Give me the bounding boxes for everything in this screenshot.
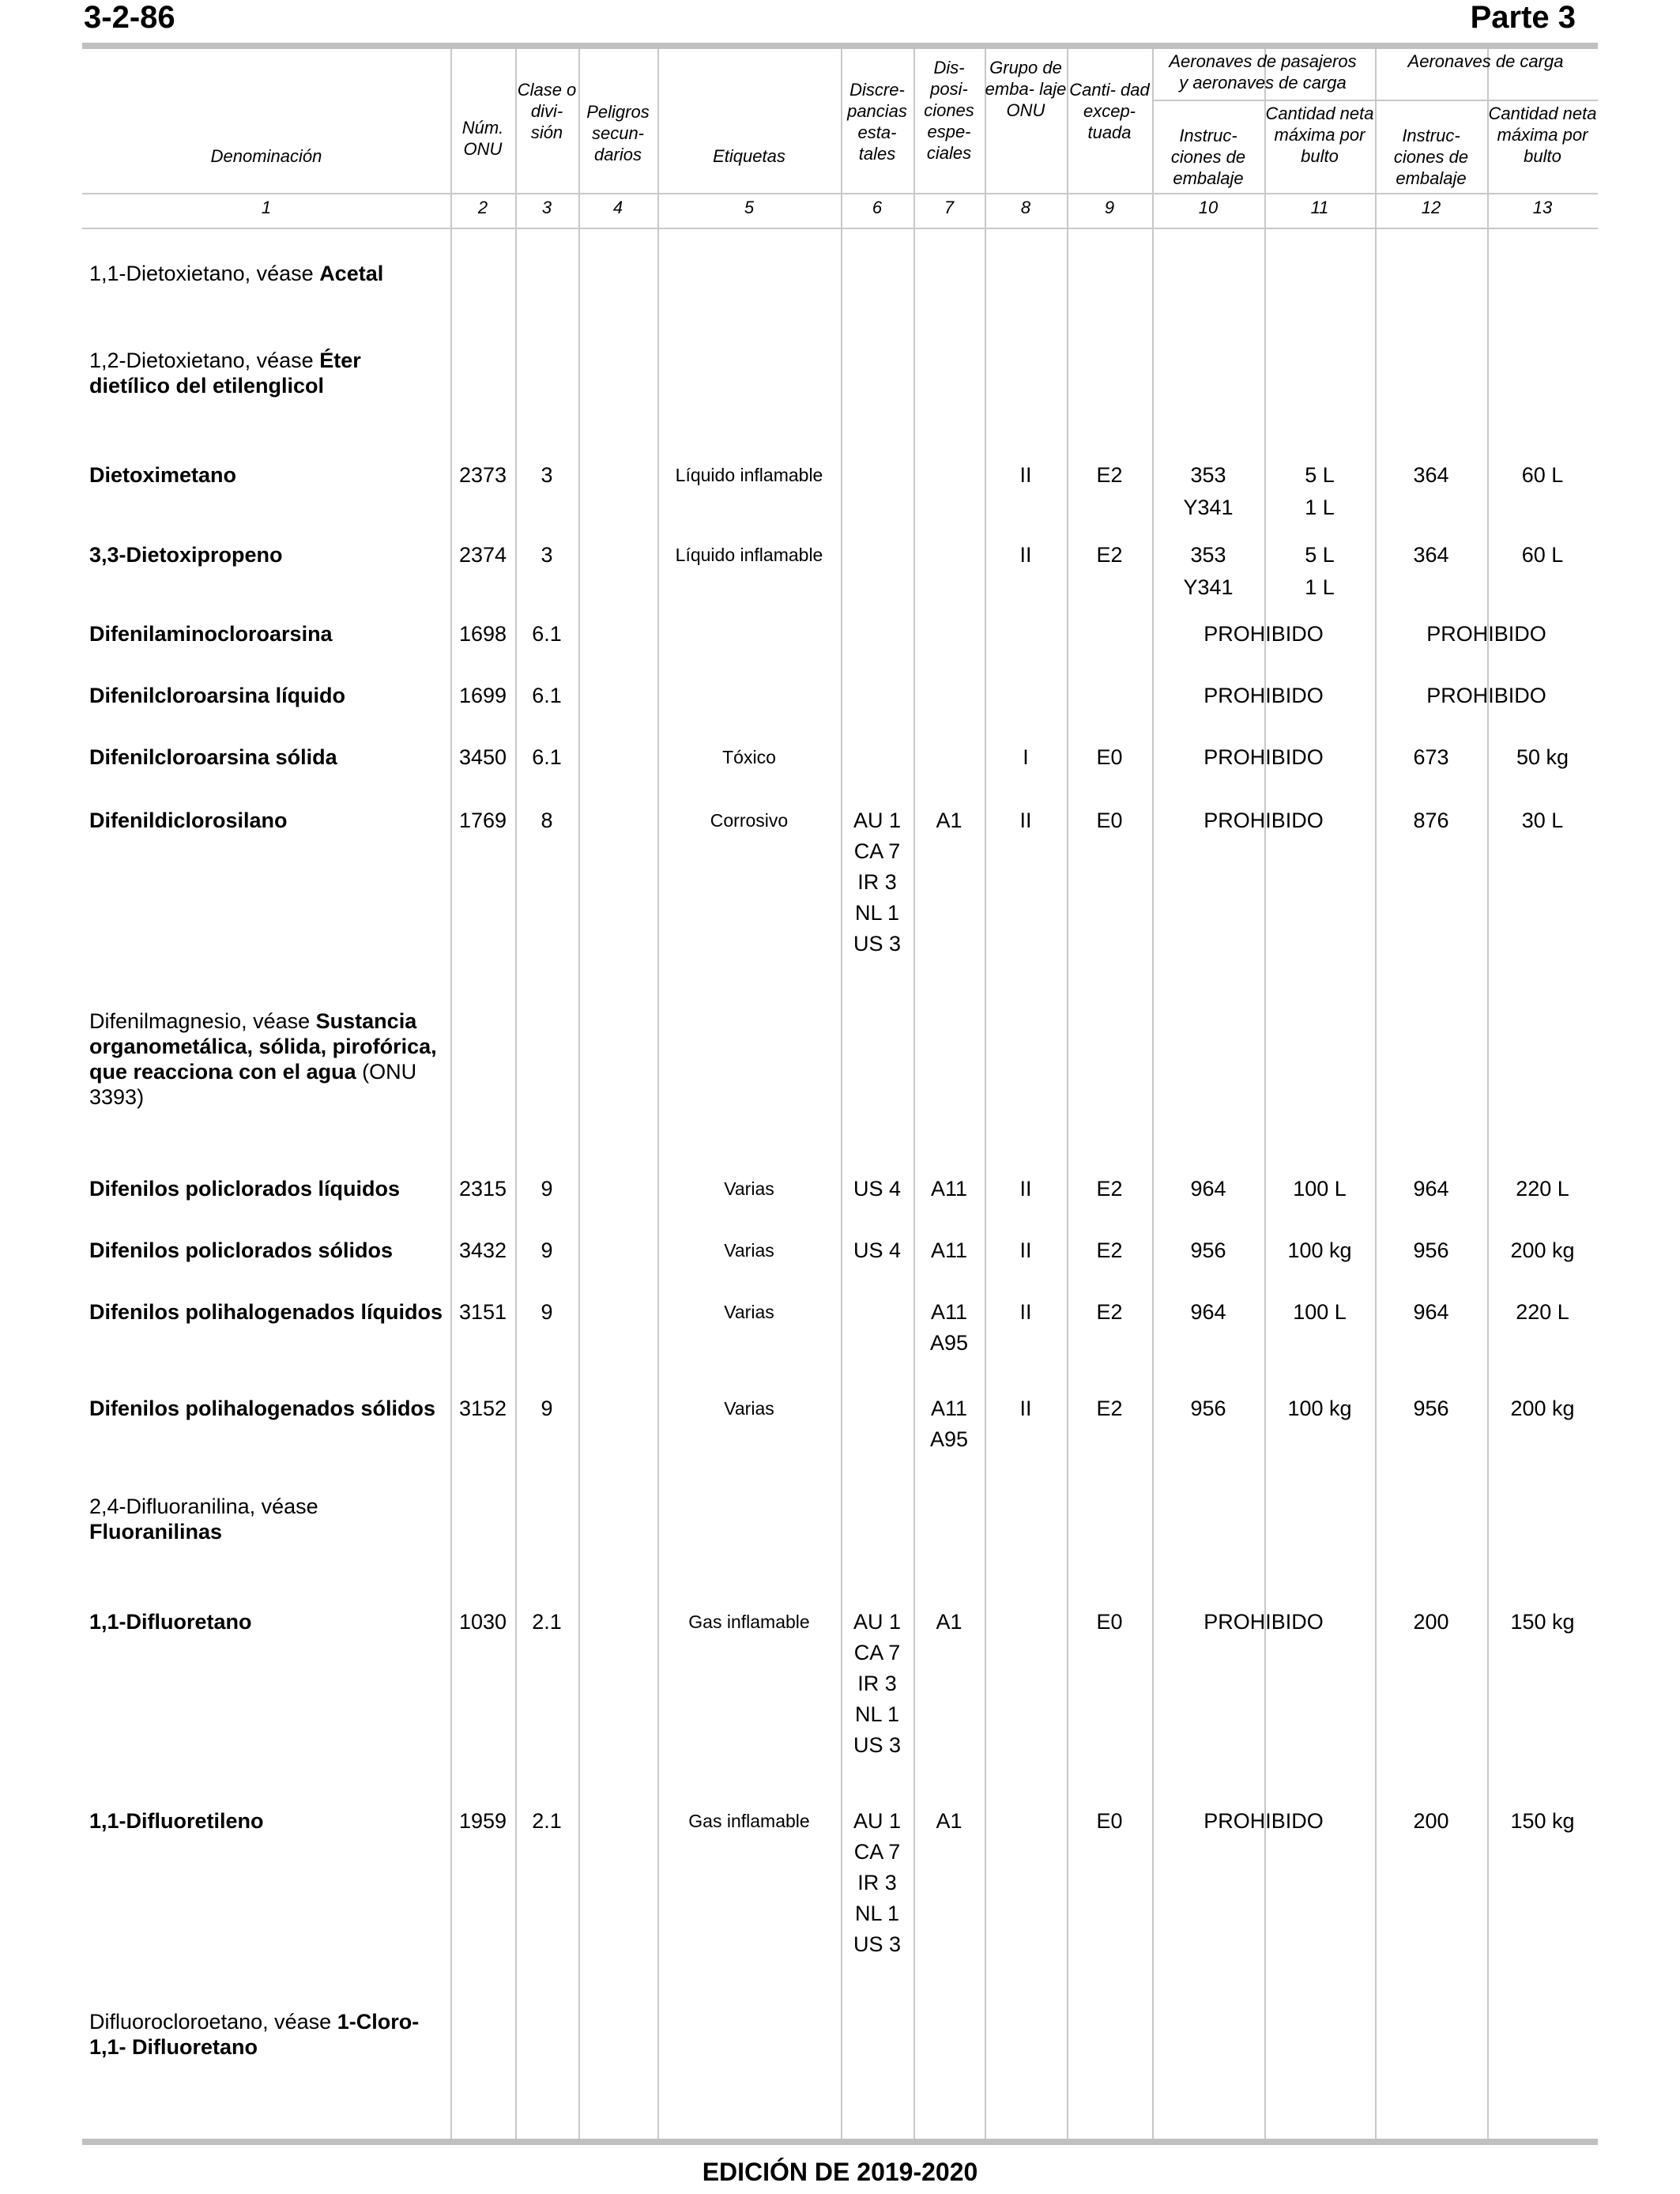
column-header: Discre- pancias esta- tales	[847, 80, 907, 164]
edition-footer: EDICIÓN DE 2019-2020	[702, 2158, 978, 2186]
column-number: 2	[477, 198, 488, 217]
column-header: Dis- posi- ciones espe- ciales	[924, 58, 974, 163]
substance-name	[89, 1494, 445, 1544]
excepted-quantity: E2	[1096, 543, 1123, 567]
name-text: 1,2-Dietoxietano, véase	[89, 349, 320, 372]
hazard-label: Varias	[724, 1398, 774, 1419]
substance-name	[89, 542, 445, 567]
hazard-label: Líquido inflamable	[675, 545, 823, 565]
special-provisions: A1	[936, 809, 962, 832]
group-header-cargo: Aeronaves de carga	[1407, 51, 1564, 71]
un-number: 1699	[458, 684, 507, 707]
passenger-max-quantity: 5 L	[1305, 463, 1335, 487]
column-number: 12	[1421, 198, 1441, 217]
hazard-label: Varias	[724, 1240, 774, 1261]
substance-name	[89, 1299, 445, 1325]
name-text: Difluorocloroetano, véase	[89, 2010, 337, 2034]
name-bold-text: 1-Cloro-1,1- Difluoretano	[89, 2010, 420, 2059]
cargo-packing-instruction: 964	[1413, 1177, 1449, 1201]
cargo-max-quantity: 220 L	[1516, 1300, 1569, 1324]
part-label: Parte 3	[1470, 0, 1576, 35]
passenger-forbidden: PROHIBIDO	[1203, 1809, 1324, 1833]
excepted-quantity: E2	[1096, 1300, 1123, 1324]
substance-name	[89, 348, 445, 398]
hazard-label: Gas inflamable	[688, 1612, 810, 1632]
name-tail-text: (ONU 3393)	[89, 1060, 417, 1109]
hazard-label: Gas inflamable	[688, 1811, 810, 1831]
group-divider-line	[1152, 100, 1598, 101]
name-bold-text: 1,1-Difluoretano	[89, 1610, 252, 1634]
column-header: Núm. ONU	[461, 118, 504, 159]
hazard-label: Tóxico	[722, 747, 776, 767]
cargo-packing-instruction: 200	[1413, 1809, 1449, 1833]
special-provisions: A11 A95	[929, 1300, 969, 1355]
page-number: 3-2-86	[84, 0, 175, 35]
packing-group: II	[1019, 1238, 1032, 1262]
name-bold-text: Difenilos policlorados sólidos	[89, 1238, 394, 1262]
cargo-max-quantity: 60 L	[1521, 463, 1564, 487]
substance-name	[89, 462, 445, 488]
cargo-packing-instruction: 964	[1413, 1300, 1449, 1324]
passenger-max-quantity: 100 kg	[1287, 1397, 1352, 1420]
class-division: 2.1	[532, 1610, 562, 1634]
name-bold-text: Difenilcloroarsina líquido	[89, 684, 346, 707]
class-division: 3	[541, 543, 553, 567]
excepted-quantity: E2	[1096, 463, 1123, 487]
cargo-max-quantity: 50 kg	[1516, 745, 1569, 769]
name-text: 2,4-Difluoranilina, véase	[89, 1495, 318, 1518]
cargo-max-quantity: 60 L	[1521, 543, 1564, 567]
state-variations: AU 1 CA 7 IR 3 NL 1 US 3	[853, 1610, 902, 1757]
column-number: 10	[1198, 198, 1219, 217]
header-divider-line	[82, 193, 1598, 194]
passenger-forbidden: PROHIBIDO	[1203, 809, 1324, 832]
name-bold-text: 3,3-Dietoxipropeno	[89, 543, 283, 567]
class-division: 6.1	[532, 622, 562, 646]
bottom-rule	[82, 2139, 1598, 2145]
name-bold-text: Sustancia organometálica, sólida, pirofórica, que reacciona con el agua	[89, 1009, 437, 1084]
substance-name	[89, 1396, 445, 1421]
packing-group: II	[1019, 463, 1032, 487]
un-number: 1698	[458, 622, 507, 646]
un-number: 1769	[458, 809, 507, 832]
column-header: Cantidad neta máxima por bulto	[1265, 104, 1374, 166]
substance-name	[89, 1238, 445, 1263]
cargo-packing-instruction: 956	[1413, 1238, 1449, 1262]
cargo-max-quantity: 30 L	[1521, 809, 1564, 832]
cargo-forbidden: PROHIBIDO	[1426, 684, 1546, 707]
special-provisions: A11 A95	[929, 1397, 969, 1451]
cargo-max-quantity: 200 kg	[1510, 1397, 1575, 1420]
cargo-max-quantity: 150 kg	[1510, 1809, 1575, 1833]
column-header: Instruc- ciones de embalaje	[1393, 126, 1469, 188]
cargo-packing-instruction: 956	[1413, 1397, 1449, 1420]
column-header: Canti- dad excep- tuada	[1069, 80, 1150, 142]
un-number: 2374	[458, 543, 507, 567]
class-division: 2.1	[532, 1809, 562, 1833]
column-divider	[578, 49, 580, 2139]
substance-name	[89, 621, 445, 647]
passenger-forbidden: PROHIBIDO	[1203, 622, 1324, 646]
passenger-max-quantity: 5 L	[1305, 543, 1335, 567]
passenger-max-quantity: 100 L	[1293, 1177, 1347, 1201]
substance-name	[89, 261, 445, 286]
passenger-limited-packing-instruction: Y341	[1183, 575, 1234, 599]
passenger-packing-instruction: 956	[1190, 1238, 1226, 1262]
name-bold-text: Dietoximetano	[89, 463, 237, 487]
excepted-quantity: E0	[1096, 745, 1123, 769]
cargo-packing-instruction: 364	[1413, 543, 1449, 567]
excepted-quantity: E2	[1096, 1177, 1123, 1201]
passenger-forbidden: PROHIBIDO	[1203, 745, 1324, 769]
passenger-packing-instruction: 353	[1190, 543, 1226, 567]
passenger-limited-max-quantity: 1 L	[1305, 496, 1335, 519]
un-number: 1959	[458, 1809, 507, 1833]
column-header: Clase o divi- sión	[517, 80, 577, 142]
packing-group: II	[1019, 809, 1032, 832]
passenger-packing-instruction: 964	[1190, 1177, 1226, 1201]
un-number: 1030	[458, 1610, 507, 1634]
name-bold-text: Difenilos policlorados líquidos	[89, 1177, 401, 1201]
special-provisions: A11	[930, 1238, 968, 1262]
state-variations: AU 1 CA 7 IR 3 NL 1 US 3	[853, 1809, 902, 1956]
passenger-packing-instruction: 956	[1190, 1397, 1226, 1420]
column-number: 9	[1104, 198, 1115, 217]
un-number: 3152	[458, 1397, 507, 1420]
un-number: 2315	[458, 1177, 507, 1201]
name-bold-text: Difenildiclorosilano	[89, 809, 288, 832]
name-bold-text: 1,1-Difluoretileno	[89, 1809, 264, 1833]
class-division: 9	[541, 1238, 553, 1262]
class-division: 9	[541, 1300, 553, 1324]
packing-group: II	[1019, 1397, 1032, 1420]
name-text: Difenilmagnesio, véase	[89, 1009, 316, 1033]
column-number: 8	[1020, 198, 1031, 217]
passenger-forbidden: PROHIBIDO	[1203, 684, 1324, 707]
state-variations: US 4	[853, 1177, 902, 1201]
un-number: 3151	[458, 1300, 507, 1324]
column-number: 11	[1310, 198, 1329, 217]
special-provisions: A1	[936, 1610, 962, 1634]
cargo-packing-instruction: 673	[1413, 745, 1449, 769]
cargo-packing-instruction: 200	[1413, 1610, 1449, 1634]
top-rule	[82, 43, 1598, 49]
column-header: Grupo de emba- laje ONU	[985, 58, 1067, 120]
class-division: 3	[541, 463, 553, 487]
passenger-limited-packing-instruction: Y341	[1183, 496, 1234, 519]
packing-group: I	[1023, 745, 1029, 769]
packing-group: II	[1019, 1300, 1032, 1324]
class-division: 8	[541, 809, 553, 832]
hazard-label: Corrosivo	[710, 810, 789, 831]
state-variations: US 4	[853, 1238, 902, 1262]
name-bold-text: Acetal	[319, 262, 384, 285]
excepted-quantity: E0	[1096, 809, 1123, 832]
name-bold-text: Difenilaminocloroarsina	[89, 622, 333, 646]
passenger-limited-max-quantity: 1 L	[1305, 575, 1335, 599]
name-bold-text: Fluoranilinas	[89, 1520, 223, 1544]
column-number: 4	[612, 198, 623, 217]
hazard-label: Varias	[724, 1302, 774, 1322]
group-header-passenger: Aeronaves de pasajeros y aeronaves de carga	[1169, 51, 1357, 92]
special-provisions: A1	[936, 1809, 962, 1833]
column-header: Cantidad neta máxima por bulto	[1488, 104, 1597, 166]
packing-group: II	[1019, 1177, 1032, 1201]
class-division: 6.1	[532, 745, 562, 769]
cargo-max-quantity: 200 kg	[1510, 1238, 1575, 1262]
name-bold-text: Difenilos polihalogenados sólidos	[89, 1397, 436, 1420]
excepted-quantity: E2	[1096, 1397, 1123, 1420]
column-number: 6	[872, 198, 883, 217]
passenger-max-quantity: 100 kg	[1287, 1238, 1352, 1262]
substance-name	[89, 745, 445, 770]
column-number: 1	[261, 198, 272, 217]
excepted-quantity: E0	[1096, 1809, 1123, 1833]
passenger-packing-instruction: 353	[1190, 463, 1226, 487]
substance-name	[89, 683, 445, 708]
column-number-divider-line	[82, 228, 1598, 229]
cargo-packing-instruction: 876	[1413, 809, 1449, 832]
un-number: 3450	[458, 745, 507, 769]
cargo-max-quantity: 150 kg	[1510, 1610, 1575, 1634]
substance-name	[89, 808, 445, 833]
passenger-forbidden: PROHIBIDO	[1203, 1610, 1324, 1634]
hazard-label: Líquido inflamable	[675, 465, 823, 485]
substance-name	[89, 1808, 445, 1834]
substance-name	[89, 1176, 445, 1201]
column-divider	[985, 49, 986, 2139]
special-provisions: A11	[930, 1177, 968, 1201]
class-division: 6.1	[532, 684, 562, 707]
excepted-quantity: E0	[1096, 1610, 1123, 1634]
passenger-max-quantity: 100 L	[1293, 1300, 1347, 1324]
un-number: 2373	[458, 463, 507, 487]
un-number: 3432	[458, 1238, 507, 1262]
column-number: 7	[944, 198, 955, 217]
substance-name	[89, 1008, 445, 1110]
name-bold-text: Difenilcloroarsina sólida	[89, 745, 337, 769]
state-variations: AU 1 CA 7 IR 3 NL 1 US 3	[853, 809, 902, 956]
column-number: 13	[1532, 198, 1553, 217]
cargo-packing-instruction: 364	[1413, 463, 1449, 487]
class-division: 9	[541, 1397, 553, 1420]
name-bold-text: Éter dietílico del etilenglicol	[89, 349, 361, 398]
column-header: Denominación	[210, 146, 322, 166]
excepted-quantity: E2	[1096, 1238, 1123, 1262]
passenger-packing-instruction: 964	[1190, 1300, 1226, 1324]
column-header: Etiquetas	[713, 146, 785, 166]
column-header: Instruc- ciones de embalaje	[1170, 126, 1246, 188]
substance-name	[89, 2009, 445, 2060]
class-division: 9	[541, 1177, 553, 1201]
cargo-forbidden: PROHIBIDO	[1426, 622, 1546, 646]
column-number: 3	[541, 198, 552, 217]
cargo-max-quantity: 220 L	[1516, 1177, 1569, 1201]
packing-group: II	[1019, 543, 1032, 567]
column-header: Peligros secun- darios	[586, 102, 650, 164]
hazard-label: Varias	[724, 1178, 774, 1199]
name-text: 1,1-Dietoxietano, véase	[89, 262, 320, 285]
substance-name	[89, 1609, 445, 1634]
name-bold-text: Difenilos polihalogenados líquidos	[89, 1300, 443, 1324]
column-number: 5	[744, 198, 755, 217]
